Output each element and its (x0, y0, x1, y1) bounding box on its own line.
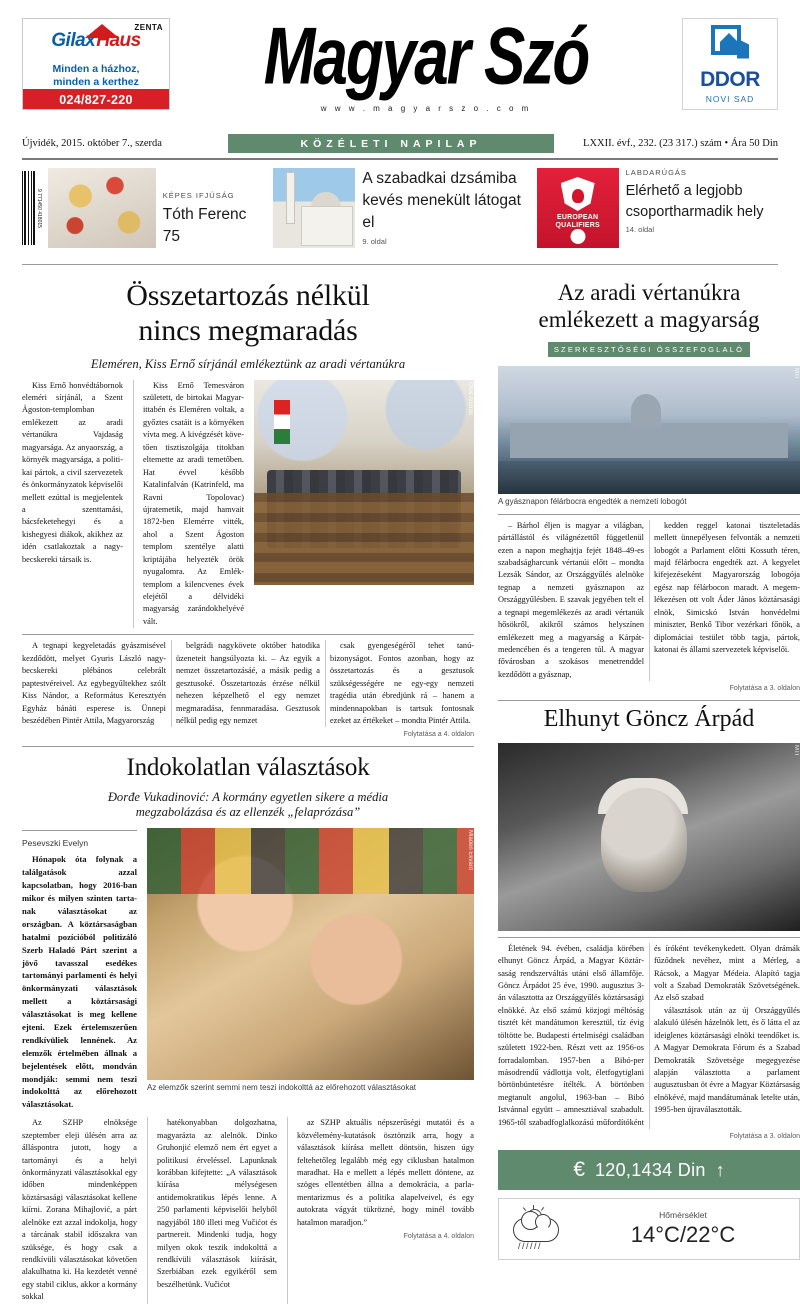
slogan-line-1: Minden a házhoz, (52, 63, 140, 75)
rain-dashes: ////// (518, 1241, 543, 1252)
bottom-left-top-block (22, 828, 474, 1111)
right-body-columns (498, 520, 800, 682)
lead-photo-wrap (254, 380, 474, 629)
teaser-headline[interactable]: A szabadkai dzsámiba kevés menekült látogat el (362, 170, 521, 231)
issue-info: LXXII. évf., 232. (23 317.) szám • Ára 50 Din (583, 138, 778, 149)
body-column-1 (22, 1117, 137, 1304)
phone-number: 024/827-220 (59, 93, 133, 108)
badge-line-2: QUALIFIERS (555, 222, 600, 230)
photo-caption: Az elemzők szerint semmi nem teszi indokolttá az előrehozott választásokat (147, 1083, 417, 1093)
photo-credit: Mladen Ekvard (467, 830, 473, 871)
ddor-wordmark: DDOR (700, 67, 760, 91)
byline: Pesevszki Evelyn (22, 838, 89, 849)
deck-line-1: Đorđe Vukadinović: A kormány egyetlen sikere a média (107, 790, 389, 805)
mosque-thumb-icon (273, 168, 355, 248)
advertisement-gilax-haus[interactable] (22, 18, 170, 110)
gilax-haus-slogan (23, 63, 169, 89)
section-divider (498, 700, 800, 701)
body-column-2 (147, 1117, 277, 1304)
intro-column-1 (22, 380, 123, 629)
photo-top-strip (147, 828, 474, 894)
section-divider (22, 746, 474, 747)
photo-credit: MTI (793, 744, 799, 755)
uefa-qualifiers-thumb-icon (537, 168, 619, 248)
intro-paragraph: Kiss Ernő Temesváron született, de birtokai Magyarittabén és Eleméren voltak, a győztes csatáit is a környéken vívta meg. A kivégzését követően tisztiszolgája titokban eltemette az aradi temetőben. Hat évvel később Katalinfalván (Katrinfeld, ma Ravni Topolovac) újratemetik, majd hamvait 1872-ben Elemérre vitték, ahol a Szent Ágoston templom szentélye alatti kriptájába helyezték örök nyugalomra. Az Emléktemplom a kilencvenes évek elejétől a délvidéki magyarság zarándokhelyévé vált. (143, 380, 244, 626)
photo-goncz-portrait (498, 743, 800, 931)
lead-deck: Eleméren, Kiss Ernő sírjánál emlékeztünk az aradi vértanúkra (90, 356, 406, 371)
continuation-note[interactable]: Folytatása a 4. oldalon (403, 731, 474, 739)
weather-label: Hőmérséklet (659, 1210, 707, 1221)
descriptor-text: KÖZÉLETI NAPILAP (300, 137, 482, 150)
teaser-labdarugas[interactable] (537, 168, 778, 260)
hungarian-flag-icon (274, 400, 290, 444)
weather-text (579, 1210, 787, 1248)
euro-symbol-icon: € (573, 1158, 585, 1182)
newspaper-title: Magyar Szó (263, 12, 589, 102)
article-indokolatlan-valasztasok (22, 753, 474, 1303)
gilax-haus-logo (23, 19, 169, 63)
bottom-left-body-columns (22, 1117, 474, 1304)
barcode (22, 168, 42, 248)
dateline-strip (22, 134, 778, 153)
article-aradi-vertanuk (498, 279, 800, 692)
deck-line-2: megzabolázása és az ellenzék „felaprózása” (135, 805, 361, 820)
headline-line-2: emlékezett a magyarság (538, 307, 760, 333)
house-roof-icon (85, 24, 119, 38)
publication-descriptor (228, 134, 554, 153)
ddor-subtitle: NOVI SAD (705, 93, 755, 104)
teaser-bar (22, 160, 778, 260)
teaser-headline[interactable]: Tóth Ferenc 75 (162, 206, 247, 245)
teaser-kicker: KÉPES IFJÚSÁG (162, 191, 235, 200)
bottom-left-lead-col (22, 828, 137, 1111)
bottom-left-deck (22, 790, 474, 820)
body-paragraph: választások után az új Országgyűlés alakuló ülésén házelnök lett, és ő látta el az ideiglenes köztársasági elnöki teendőket is. A Magyar Demokrata Fórum és a Szabad Demokraták Szövetsége megegyezése alapján választotta a parlament augusztusban öt évre a Magyar Köztársaság elnökévé, majd mandátumának letelte után, 1995-ben újraválasztották. (654, 1005, 800, 1115)
headline-line-2: nincs megmaradás (138, 313, 358, 347)
lead-headline[interactable] (22, 279, 474, 349)
currency-rate-widget[interactable] (498, 1150, 800, 1190)
article-goncz-arpad (498, 705, 800, 1140)
article-osszetartozas (22, 279, 474, 738)
bottom-left-photo-wrap (147, 828, 474, 1111)
teaser-text (163, 168, 264, 248)
portrait-face-shape (601, 788, 687, 892)
continuation-note[interactable]: Folytatása a 3. oldalon (729, 1133, 800, 1141)
body-paragraph: az SZHP aktuális népszerűségi mutatói és a közvélemény-kutatások ösztönzik arra, hogy a választások kiírása mellett döntsön, hiszen úgy feltehetőleg legalább még egy ciklusban hatalmon maradhat. Ha e mellett a lépés mellett döntene, az szöges ellentétben állna a demokrácia, a parlamentarizmus és a politika alapelveivel, és egy autokrata vágyát tükrözné, hogy minél tovább hatalmon maradjon.” (297, 1118, 474, 1227)
temperature-value: 14°C/22°C (630, 1222, 736, 1248)
photo-credit: Ótos András (467, 381, 473, 415)
zenta-label: ZENTA (134, 23, 163, 32)
danube-shape (498, 461, 800, 494)
teaser-divider (22, 264, 778, 265)
advertisement-ddor[interactable] (682, 18, 778, 110)
headline-line-1: Összetartozás nélkül (126, 279, 370, 312)
goncz-body-columns (498, 943, 800, 1130)
publication-date: Újvidék, 2015. október 7., szerda (22, 138, 162, 149)
body-paragraph: kedden reggel katonai tiszteletadás mellett ünnepélyesen felvonták a nemzeti lobogót a Parlament előtti Kossuth téren, majd félárbocra engedték azt. A kegyelet kifejezéseként Magyarország lobogója egész nap félárbocon maradt. A megemlékezésen ott volt Áder János köztársasági elnök, Simicskó István honvédelmi miniszter, Benkő Tibor vezérkari főnök, a diplomáciai testület több tagja, pártok, katonai és állami szervezetek képviselői. (654, 520, 800, 655)
lead-intro-block (22, 380, 474, 629)
body-paragraph: hatékonyabban dolgozhatna, magyarázta az alelnök. Dinko Gruhonjić elemző nem ért egyet a politikusi érveléssel. Lapunknak korábban kifejtette: „A választások kiírása mélységesen antidemokratikus lépés lenne. A 250 parlamenti képviselői helyből nagyjából 180 illeti meg Vučićot és partnereit. Mindenki tudja, hogy milyen okok teszik indokolttá a rendkívüli választások kiírását, Szerbiában ezek egyikéről sem beszélhetünk. Vučićot (157, 1118, 277, 1289)
photo-credit: MTI (793, 368, 799, 379)
body-paragraph: Az SZHP elnöksége szeptember eleji ülésén arra az álláspontra jutott, hogy a tartományi és a helyi önkormányzati választásokkal egy időben mindenképpen köztársasági választásokat kellene kiírni. Zorana Mihajlović, a párt alelnöke ezt azzal indokolja, hogy a tárcának stabil időszakra van szüksége, és hogy csak a rendkívüli választásokat követően alakulhatna ki. Ha kezdetét venné egy stabil ciklus, akkor a kormány sokkal (22, 1118, 137, 1302)
weather-widget[interactable] (498, 1198, 800, 1260)
photo-caption: A gyásznapon félárbocra engedték a nemzeti lobogót (498, 497, 687, 507)
pews-shape (254, 493, 474, 585)
trend-up-arrow-icon: ↑ (715, 1159, 725, 1180)
body-paragraph: belgrádi nagykövete október hatodika üzeneteit hangsúlyozta ki. – Az egyik a nemzet összetartozásáé, a másik pedig a gesztusoké. Összetartozás érzése nélkül nehezen képzelhető el egy nemzet megmaradása, fennmaradása. Gesztusok nélkül pedig egy nemzet (176, 641, 320, 725)
headline-line-1: Az aradi vértanúkra (557, 280, 741, 305)
teaser-page-ref: 14. oldal (625, 225, 654, 235)
nameplate (170, 12, 682, 113)
right-headline[interactable] (498, 279, 800, 333)
body-paragraph: A tegnapi kegyeletadás gyászmisével kezdődött, melyet Gyuris László nagybecskereki plébános celebrált paptestvéreivel. Az egybegyűltekhez szólt Kiss Nándor, a Református Keresztyén Egyház bánáti esperese is. Ünnepi beszédében Pintér Attila, Magyarország (22, 641, 166, 725)
body-column-3 (287, 1117, 474, 1304)
artwork-thumb-icon (48, 168, 156, 248)
sun-cloud-rain-icon (511, 1208, 565, 1250)
euro-2016-icon (570, 229, 585, 244)
article-divider (498, 514, 800, 515)
left-column (22, 275, 474, 1304)
byline-rule (22, 830, 137, 831)
badge-line-1: EUROPEAN (557, 214, 599, 221)
teaser-text (626, 168, 778, 248)
website-url[interactable]: w w w . m a g y a r s z o . c o m (320, 103, 532, 113)
intro-paragraph: Kiss Ernő honvédtábornok eleméri sírjánál, a Szent Ágoston-templomban emlékezett az aradi vértanúkra Vajdaság magyarsága. Az anyaország, a környék magyarsága, a politikai pártok, a civil szervezetek és önkormányzatok képviselői mellett ezúttal is megjelentek a szenttamási, bácsfeketehegyi és a kishegyesi diákok, akikhez az idén csatlakoztak a nagybecskereki társaik is. (22, 380, 123, 564)
barcode-bars (22, 171, 35, 245)
goncz-headline[interactable]: Elhunyt Göncz Árpád (543, 706, 755, 733)
photo-hands-voting (147, 828, 474, 1080)
ddor-house-icon (711, 25, 749, 63)
teaser-page-ref: 9. oldal (362, 237, 387, 246)
parliament-dome-shape (631, 394, 661, 428)
bottom-left-headline[interactable]: Indokolatlan választások (126, 754, 370, 782)
gilax-haus-phone (23, 89, 169, 110)
masthead (22, 0, 778, 130)
lead-paragraph: Hónapok óta folynak a találgatások azzal kapcsolatban, hogy 2016-ban mikor és milyen szinten tartanak választásokat az országban. A köztársaságban hatalmi pozícióból politizáló Szerb Haladó Párt szerint a jövő tavasszal esedékes tartományi parlamenti és helyi önkormányzati választások mellett a köztársasági választásokat is meg kellene ejteni. Ezek értelemszerűen rendkívüliek lennének. Az elemzők értelmében állnak a bejelentések előtt, mondván mondják: semmi nem teszi indokolttá az előrehozott választásokat. (22, 854, 137, 1110)
intro-column-2 (133, 380, 244, 629)
slogan-line-2: minden a kerthez (53, 76, 139, 89)
teaser-headline[interactable]: Elérhető a legjobb csoportharmadik hely (625, 183, 764, 220)
continuation-note[interactable]: Folytatása a 3. oldalon (729, 685, 800, 693)
photo-parliament (498, 366, 800, 494)
barcode-number: 9 771450 418015 (35, 188, 42, 228)
teaser-dzsami[interactable] (273, 168, 526, 260)
body-paragraph: Életének 94. évében, családja körében elhunyt Göncz Árpád, a Magyar Köztársaság rendszerváltás utáni első államfője. Göncz Árpádot 25 éve, 1990. augusztus 3-án választotta az Országgyűlés köztársasági elnökké. Az első számú közjogi méltóság tisztét két mandátumon keresztül, tíz évig töltötte be. Budapesti értelmiségi családban született 1922-ben. Részt vett az 1956-os forradalomban. 1957-ben a Bibó-per másodrendű vádlottja volt, életfogytiglani börtönbüntetésre ítélték. A börtönben megtanult angolul, 1963-ban – Bibó Istvánnal együtt – amnesztiával szabadult. 1965-től szabadfoglalkozású műfordítóként és íróként tevékenykedett. Olyan drámák fűződnek nevéhez, mint a Mérleg, a Rácsok, a Magyar Médeia. Alapító tagja volt a Szabad Demokraták Szövetségének. Az első szabad (498, 943, 800, 1127)
euro-rate-value: 120,1434 Din (595, 1159, 706, 1180)
body-paragraph: – Bárhol éljen is magyar a világban, pártállástól és világnézettől függetlenül ezen a napon meghajtja fejét 1848–49-es szabadságharcunk vértanúi előtt – mondta Lezsák Sándor, az Országgyűlés alelnöke tegnap a nemzeti gyásznapon az Országgyűlésben. E szavak jegyében telt el a tegnapi megemlékezés az aradi vértanúk hősökről, akikről számos helyszínen emlékezett meg a magyarság a Kárpát-medencében és a tengeren túl. A magyar fővárosban a szokásos menetrenddel kezdődött a gyásznap, (498, 520, 644, 679)
main-content (22, 275, 800, 1304)
teaser-kepes-ifjusag[interactable] (48, 168, 264, 260)
continuation-note[interactable]: Folytatása a 4. oldalon (403, 1233, 474, 1241)
article-divider (498, 937, 800, 938)
teaser-text (362, 168, 526, 248)
body-paragraph: csak gyengeségéről tehet tanúbizonyságot. Fontos azonban, hogy az összetartozás és a gesztusok szükségességére ne egy-egy nemzeti tragédia után ébredjünk rá – hanem a mindennapokban is tartsuk fontosnak ezeket az értékeket – mondta Pintér Attila. (330, 641, 474, 725)
lead-photo-church (254, 380, 474, 585)
editorial-summary-tag: SZERKESZTŐSÉGI ÖSSZEFOGLALÓ (548, 342, 750, 357)
article-divider (22, 634, 474, 635)
lead-body-columns (22, 640, 474, 727)
gilax-wordmark: Gilax (51, 30, 96, 51)
right-column (498, 275, 800, 1304)
haus-wordmark: Haus (96, 30, 141, 51)
teaser-kicker: LABDARÚGÁS (625, 168, 687, 177)
